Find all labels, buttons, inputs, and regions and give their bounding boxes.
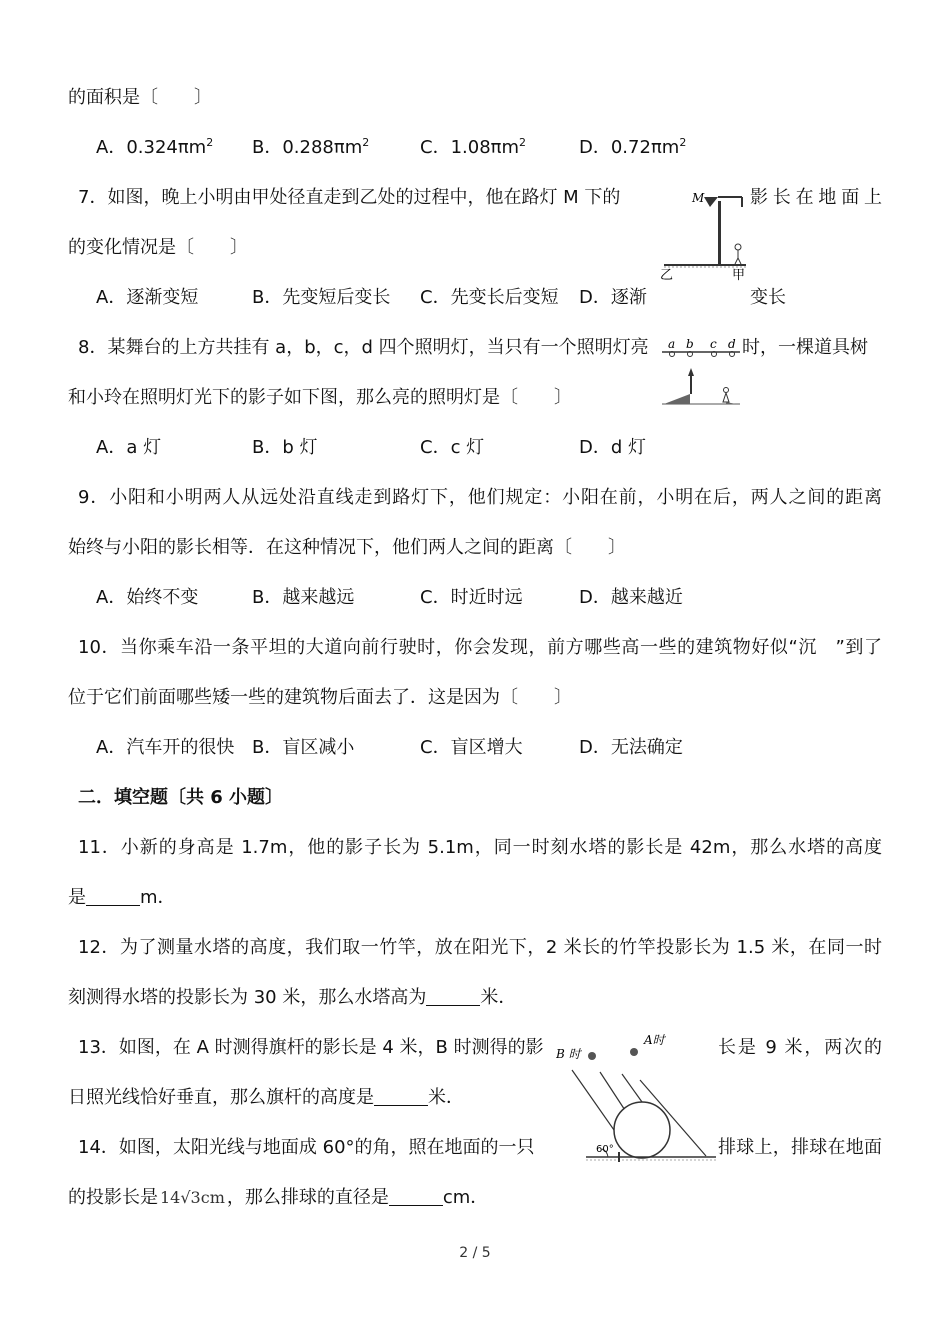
q8-option-c: C．c 灯 bbox=[420, 437, 485, 458]
sun-b-icon bbox=[588, 1052, 596, 1060]
q7-lamp-label: M bbox=[692, 191, 705, 205]
q10-option-a: A．汽车开的很快 bbox=[96, 737, 235, 758]
q12-answer-blank[interactable] bbox=[426, 987, 480, 1006]
q7-line1b: 影长在地面上 bbox=[750, 187, 882, 208]
q7-streetlamp-figure bbox=[658, 185, 750, 281]
page-number: 2 / 5 bbox=[459, 1245, 491, 1261]
q10-option-d: D．无法确定 bbox=[579, 737, 683, 758]
q6-option-a: A．$0.324\pi m^2$ bbox=[96, 136, 214, 158]
q7-option-b: B．先变短后变长 bbox=[252, 287, 391, 308]
q8-option-d: D．d 灯 bbox=[579, 437, 647, 458]
q10-option-c: C．盲区增大 bbox=[420, 737, 523, 758]
q8-option-b: B．b 灯 bbox=[252, 437, 318, 458]
q8-stage-lights-figure bbox=[660, 334, 742, 408]
q14-line1b: 排球上，排球在地面 bbox=[718, 1137, 882, 1158]
q12-line1: 12．为了测量水塔的高度，我们取一竹竿，放在阳光下，2 米长的竹竿投影长为 1.5 米，在同一时 bbox=[78, 937, 882, 958]
light-c-label: c bbox=[710, 337, 717, 351]
q9-line2: 始终与小阳的影长相等．在这种情况下，他们两人之间的距离〔 〕 bbox=[68, 537, 626, 558]
q11-answer-blank[interactable] bbox=[86, 887, 140, 906]
q12-line2: 刻测得水塔的投影长为 30 米，那么水塔高为 米． bbox=[68, 987, 517, 1008]
q6-option-b: B．$0.288\pi m^2$ bbox=[252, 136, 370, 158]
lamp-head bbox=[704, 197, 718, 207]
b-time-label: B 时 bbox=[556, 1047, 581, 1061]
q7-option-a: A．逐渐变短 bbox=[96, 287, 199, 308]
q14-answer-blank[interactable] bbox=[389, 1187, 443, 1206]
q11-line1: 11．小新的身高是 1.7m，他的影子长为 5.1m，同一时刻水塔的影长是 42m，那么水塔的高度 bbox=[78, 837, 882, 858]
q9-option-b: B．越来越远 bbox=[252, 587, 355, 608]
q8-line2: 和小玲在照明灯光下的影子如下图，那么亮的照明灯是〔 〕 bbox=[68, 387, 572, 408]
q7-option-d: D．逐渐 bbox=[579, 287, 647, 308]
q10-line2: 位于它们前面哪些矮一些的建筑物后面去了．这是因为〔 〕 bbox=[68, 687, 572, 708]
q7-label-jia: 甲 bbox=[732, 268, 746, 281]
light-d-label: d bbox=[728, 337, 736, 351]
volleyball-icon bbox=[614, 1102, 670, 1158]
q13-line1b: 长是 9 米，两次的 bbox=[718, 1037, 882, 1058]
q13-answer-blank[interactable] bbox=[374, 1087, 428, 1106]
q10-line1: 10．当你乘车沿一条平坦的大道向前行驶时，你会发现，前方哪些高一些的建筑物好似“沉 ”到了 bbox=[78, 637, 882, 658]
person-icon bbox=[735, 244, 741, 250]
q9-option-d: D．越来越近 bbox=[579, 587, 683, 608]
q7-label-yi: 乙 bbox=[660, 268, 674, 281]
tree-shadow bbox=[664, 394, 690, 404]
q7-line1a: 7．如图，晚上小明由甲处径直走到乙处的过程中，他在路灯 M 下的 bbox=[78, 187, 621, 208]
q14-line2: 的投影长是 14√3cm ，那么排球的直径是 cm． bbox=[68, 1187, 489, 1208]
q11-line2: 是 m． bbox=[68, 887, 176, 908]
angle-label: 60° bbox=[596, 1144, 614, 1155]
q6-option-d: D．$0.72\pi m^2$ bbox=[579, 136, 687, 158]
q14-formula: 14√3cm bbox=[160, 1188, 225, 1207]
q13-line1a: 13．如图，在 A 时测得旗杆的影长是 4 米，B 时测得的影 bbox=[78, 1037, 544, 1058]
q9-option-a: A．始终不变 bbox=[96, 587, 199, 608]
q8-line1b: 时，一棵道具树 bbox=[742, 337, 868, 358]
q7-line2: 的变化情况是〔 〕 bbox=[68, 237, 248, 258]
q6-line2: 的面积是〔 〕 bbox=[68, 87, 212, 108]
light-b-label: b bbox=[686, 337, 694, 351]
q13-sun-ball-figure bbox=[556, 1030, 718, 1168]
q7-option-d-tail: 变长 bbox=[750, 287, 786, 308]
a-time-label: A时 bbox=[644, 1033, 665, 1047]
sun-a-icon bbox=[630, 1048, 638, 1056]
lamp-post bbox=[718, 201, 721, 265]
section-title-fill-in: 二．填空题〔共 6 小题〕 bbox=[78, 787, 284, 808]
q9-line1: 9．小阳和小明两人从远处沿直线走到路灯下，他们规定：小阳在前，小明在后，两人之间的距离 bbox=[78, 487, 882, 508]
q7-option-c: C．先变长后变短 bbox=[420, 287, 559, 308]
q8-option-a: A．a 灯 bbox=[96, 437, 162, 458]
q6-option-c: C．$1.08\pi m^2$ bbox=[420, 136, 527, 158]
light-a-label: a bbox=[668, 337, 676, 351]
q10-option-b: B．盲区减小 bbox=[252, 737, 355, 758]
q14-line1a: 14．如图，太阳光线与地面成 60°的角，照在地面的一只 bbox=[78, 1137, 535, 1158]
q8-line1a: 8．某舞台的上方共挂有 a，b，c，d 四个照明灯，当只有一个照明灯亮 bbox=[78, 337, 649, 358]
q13-line2: 日照光线恰好垂直，那么旗杆的高度是 米． bbox=[68, 1087, 464, 1108]
tree-icon bbox=[688, 368, 694, 376]
q9-option-c: C．时近时远 bbox=[420, 587, 523, 608]
